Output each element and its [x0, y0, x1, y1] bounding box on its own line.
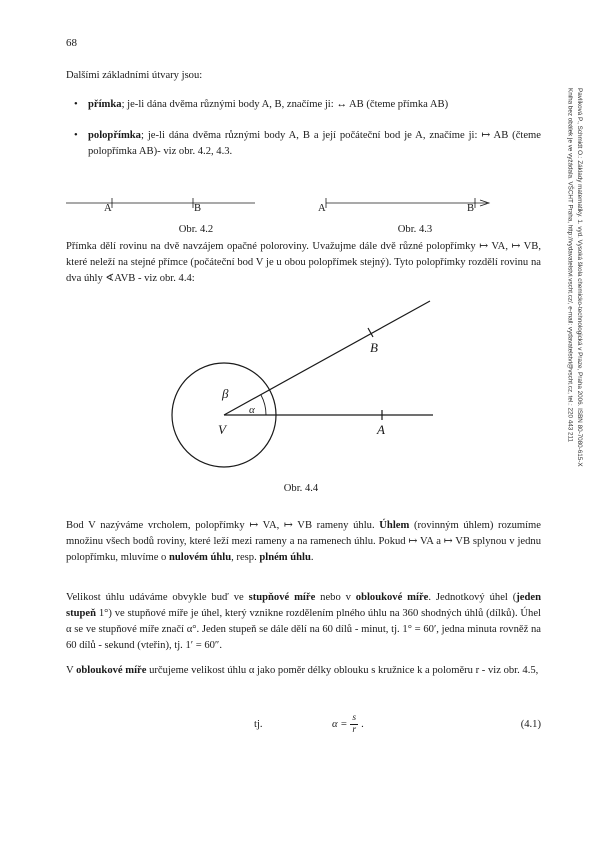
figure-4-2	[66, 188, 256, 238]
text-part: Bod V nazýváme vrcholem, polopřímky ↦ VA, ↦ VB rameny úhlu.	[66, 520, 380, 531]
term-angle: Úhlem	[379, 520, 410, 531]
list-item-ray	[66, 128, 541, 160]
text-part: (rovinným úhlem) rozumíme množinu všech bodů roviny, které leží mezi rameny a na ramenech úhlu. Pokud ↦ VA a ↦ VB splynou v jednu polopřímku, mluvíme o	[66, 520, 541, 563]
bullet-icon: •	[74, 130, 78, 141]
fraction-numerator: s	[352, 713, 357, 723]
text-part: V	[66, 665, 77, 676]
fraction	[350, 713, 358, 736]
term-full-angle: plném úhlu	[259, 552, 311, 563]
definition-ray: ; je-li dána dvěma různými body A, B a její počáteční bod je A, značíme ji: ↦ AB (čteme polopřímka AB)- viz obr. 4.2, 4.3.	[88, 130, 541, 157]
figure-4-4	[165, 295, 455, 500]
text-part: nebo v	[315, 592, 356, 603]
intro-text: Dalšími základními útvary jsou:	[66, 70, 203, 81]
page-number: 68	[66, 37, 77, 49]
vertex-v-label: V	[218, 422, 226, 437]
paragraph-halfplanes: Přímka dělí rovinu na dvě navzájem opačné poloroviny. Uvažujme dále dvě různé polopřímky ↦ VA, ↦ VB, které neleží na stejné přímce (počáteční bod V je u obou polopřímek stejný). Tyto polopřímky rozdělí rovinu na dva úhly ∢AVB - viz obr. 4.4:	[66, 241, 541, 284]
paragraph-vertex	[66, 518, 541, 566]
text-part: určujeme velikost úhlu α jako poměr délky oblouku s kružnice k a poloměru r - viz obr. 4.5,	[146, 665, 539, 676]
term-one-degree: jeden stupeň	[66, 592, 541, 619]
point-b-label: B	[370, 340, 378, 355]
term-radian-measure: obloukové míře	[355, 592, 429, 603]
point-b-label: B	[194, 203, 202, 214]
point-a-label: A	[377, 422, 385, 437]
caption-4-3: Obr. 4.3	[397, 224, 433, 235]
line-ab-diagram	[66, 188, 256, 218]
text-part: , resp.	[231, 552, 260, 563]
definition-list	[66, 97, 541, 175]
list-item-line	[66, 97, 541, 113]
text-part: 1°) ve stupňové míře je úhel, který vznikne rozdělením plného úhlu na 360 shodných úhlů (dílků). Úhel α se ve stupňové míře značí α°. Jeden stupeň se dále dělí na 60 dílů - minut, tj. 1° = 60′, jedna minuta rovněž na 60 dílů - sekund (vteřin), tj. 1′ = 60″.	[66, 608, 541, 651]
citation-line-2: Kniha bez obálek je ve vyžádala. VŠCHT Praha, http://vydavatelstvi.vscht.cz/, e-mail: vydavatelstvi@vscht.cz, tel.: 220 443 211	[566, 88, 574, 443]
text-part: . Jednotkový úhel (	[428, 592, 517, 603]
term-ray: polopřímka	[88, 130, 141, 141]
equation-lhs: α =	[332, 718, 348, 730]
beta-label: β	[222, 386, 229, 401]
citation-line-1: Pavlíková P., Schmidt O.: Základy matematiky. 1. vyd. Vysoká škola chemicko-technologická v Praze, Praha 2006. ISBN 80-7080-615-X	[576, 88, 583, 467]
definition-line: ; je-li dána dvěma různými body A, B, značíme ji: ↔ AB (čteme přímka AB)	[121, 99, 449, 110]
ray-ab-diagram	[315, 188, 505, 218]
equation-formula	[332, 713, 364, 736]
caption-4-2: Obr. 4.2	[178, 224, 214, 235]
text-part: Velikost úhlu udáváme obvykle buď ve	[66, 592, 249, 603]
bullet-icon: •	[74, 99, 78, 110]
text-part: .	[310, 552, 314, 563]
equation-number: (4.1)	[520, 719, 541, 730]
point-a-label: A	[104, 203, 112, 214]
term-degree-measure: stupňové míře	[248, 592, 316, 603]
fraction-denominator: r	[352, 725, 357, 735]
paragraph-degrees	[66, 590, 541, 654]
citation-sidebar	[562, 88, 584, 608]
term-radian-measure: obloukové míře	[76, 665, 147, 676]
term-zero-angle: nulovém úhlu	[169, 552, 232, 563]
ray-vb	[224, 301, 430, 415]
caption-4-4: Obr. 4.4	[283, 483, 319, 494]
alpha-arc	[261, 395, 266, 415]
angle-avb-diagram	[165, 295, 455, 480]
point-a-label: A	[318, 203, 326, 214]
paragraph-radians	[66, 663, 541, 679]
alpha-label: α	[249, 404, 255, 416]
term-line: přímka	[88, 99, 122, 110]
equation-prefix: tj.	[254, 719, 263, 730]
point-b-label: B	[467, 203, 475, 214]
equation-4-1	[66, 713, 541, 737]
equation-suffix: .	[361, 718, 364, 730]
figure-4-3	[315, 188, 505, 238]
